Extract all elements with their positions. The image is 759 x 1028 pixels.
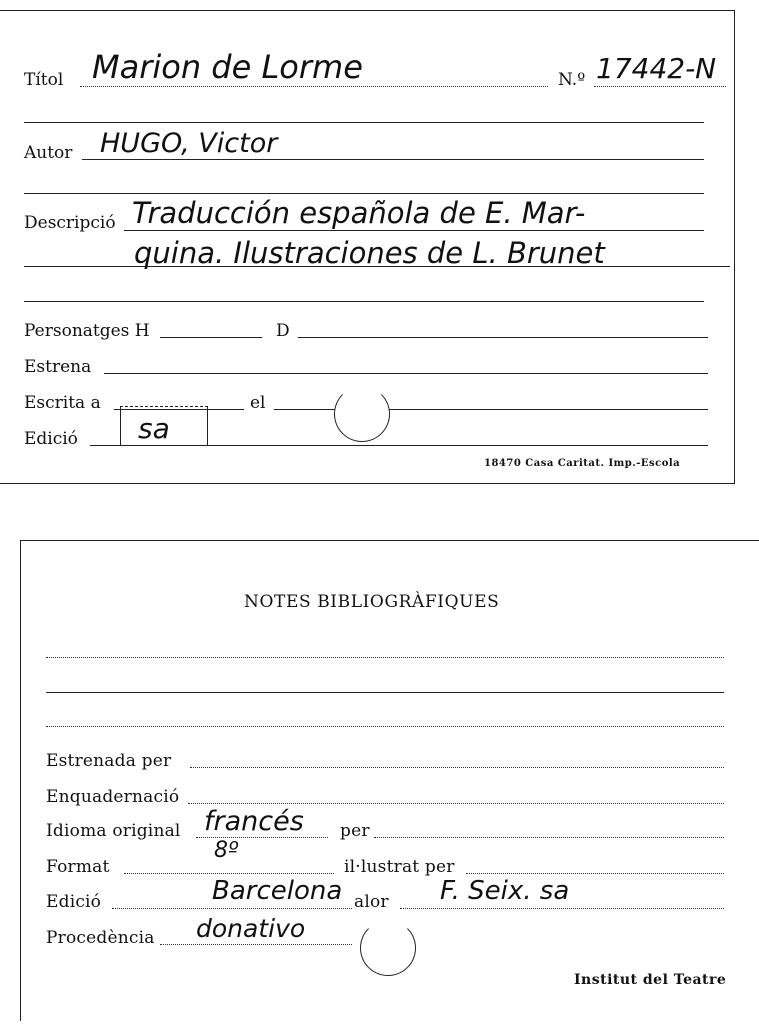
characters-female-label: D (276, 321, 290, 341)
written-date-label: el (250, 393, 266, 413)
illustrated-by-label: il·lustrat per (344, 857, 455, 877)
ruled-line (24, 193, 704, 194)
ruled-line (24, 122, 704, 123)
format-label: Format (46, 857, 110, 877)
author-line (82, 159, 704, 160)
notes-line (46, 657, 724, 658)
edition-value: sa (138, 412, 170, 445)
title-label: Títol (24, 70, 64, 90)
ruled-line (24, 301, 704, 302)
number-label: N.º (558, 70, 586, 90)
title-value: Marion de Lorme (92, 48, 363, 86)
binding-label: Enquadernació (46, 787, 180, 807)
author-label: Autor (24, 143, 73, 163)
number-value: 17442-N (596, 52, 717, 85)
description-value-1: Traducción española de E. Mar- (132, 196, 586, 230)
provenance-line (160, 944, 352, 945)
notes-line (46, 726, 724, 727)
original-language-label: Idioma original (46, 821, 181, 841)
punch-hole (334, 386, 390, 442)
binding-line (188, 803, 724, 804)
translated-by-label: per (340, 821, 370, 841)
publisher-line (400, 908, 724, 909)
number-line (594, 86, 726, 87)
format-value: 8º (214, 838, 239, 863)
premiere-line (104, 373, 708, 374)
characters-male-line (160, 337, 262, 338)
translated-by-line (374, 837, 724, 838)
edition-label: Edició (24, 429, 78, 449)
premiered-by-label: Estrenada per (46, 751, 172, 771)
publisher-label: alor (354, 892, 389, 912)
printer-imprint: 18470 Casa Caritat. Imp.-Escola (484, 458, 681, 469)
institution-name: Institut del Teatre (574, 972, 727, 988)
description-value-2: quina. Ilustraciones de L. Brunet (134, 236, 605, 270)
premiere-label: Estrena (24, 357, 92, 377)
publisher-value: F. Seix. sa (440, 876, 570, 906)
edition-place-line (112, 908, 352, 909)
premiered-by-line (190, 767, 724, 768)
author-value: HUGO, Victor (100, 128, 278, 159)
edition-place-value: Barcelona (212, 876, 343, 906)
characters-label: Personatges H (24, 321, 150, 341)
illustrated-by-line (466, 873, 724, 874)
edition-place-label: Edició (46, 892, 102, 912)
punch-hole (360, 920, 416, 976)
format-line (124, 873, 334, 874)
provenance-label: Procedència (46, 928, 155, 948)
description-line-1 (124, 230, 704, 231)
original-language-value: francés (204, 806, 304, 837)
notes-heading: NOTES BIBLIOGRÀFIQUES (244, 592, 500, 612)
title-line (80, 86, 548, 87)
characters-female-line (298, 337, 708, 338)
notes-line (46, 692, 724, 693)
description-label: Descripció (24, 213, 116, 233)
provenance-value: donativo (196, 914, 306, 943)
written-label: Escrita a (24, 393, 101, 413)
